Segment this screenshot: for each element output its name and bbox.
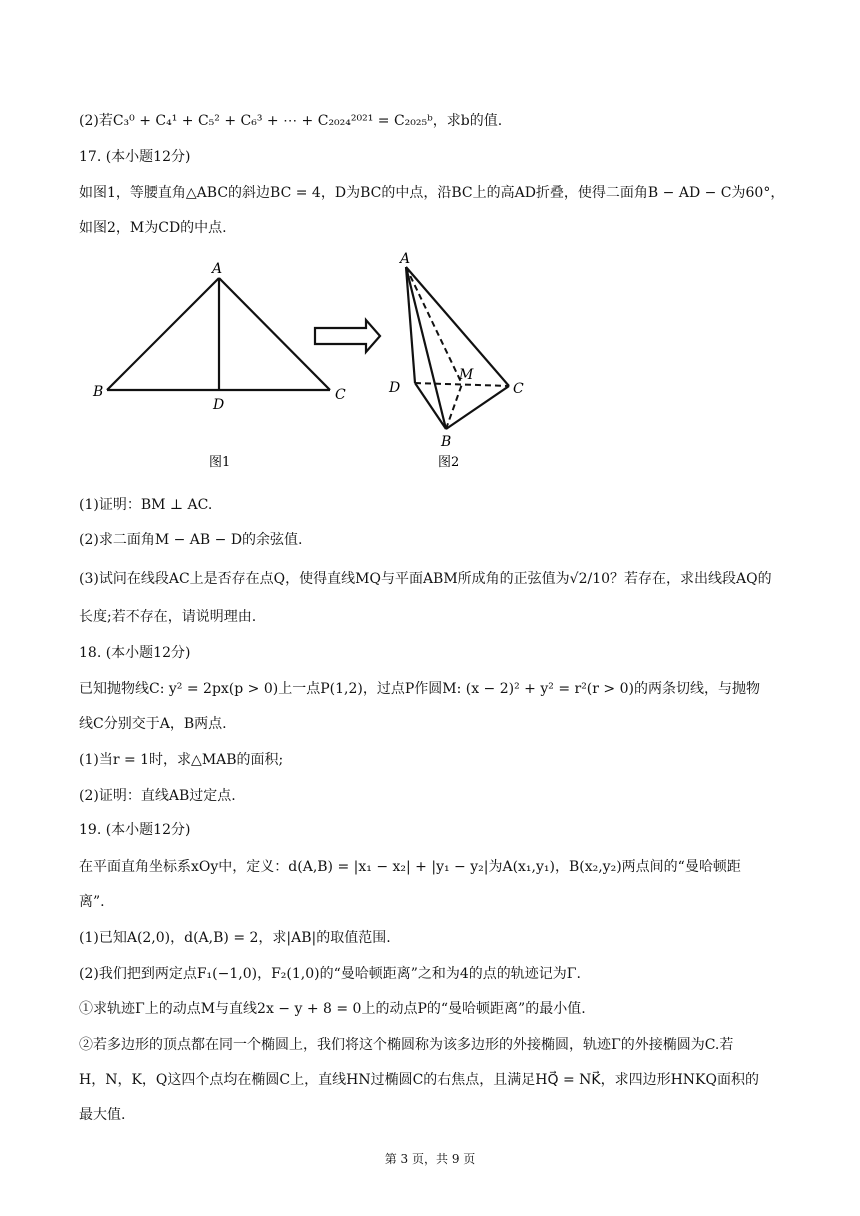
text-line: 已知抛物线C: y² = 2px(p > 0)上一点P(1,2)，过点P作圆M: (x − 2)² + y² = r²(r > 0)的两条切线，与抛物 <box>79 681 760 697</box>
edge-bc-fig2 <box>446 386 509 429</box>
problem-heading: 19. (本小题12分) <box>79 822 191 838</box>
figure-2-hidden-edges <box>406 267 509 429</box>
figures-area <box>79 248 779 478</box>
figure-1 <box>107 278 330 390</box>
text-line: H，N，K，Q这四个点均在椭圆C上，直线HN过椭圆C的右焦点，且满足HQ⃗ = NK⃗，求四边形HNKQ面积的 <box>79 1072 759 1088</box>
text-line: 如图1，等腰直角△ABC的斜边BC = 4，D为BC的中点，沿BC上的高AD折叠，使得二面角B − AD − C为60°， <box>79 185 785 201</box>
text-line: 长度;若不存在，请说明理由. <box>79 609 257 625</box>
text-line: (1)证明：BM ⊥ AC. <box>79 497 213 513</box>
figure-2 <box>406 267 509 429</box>
text-line: 离”. <box>79 894 105 910</box>
text-line: 如图2，M为CD的中点. <box>79 220 227 236</box>
label-a-fig1: A <box>212 261 223 277</box>
label-a-fig2: A <box>400 251 411 267</box>
text-line: (1)当r = 1时，求△MAB的面积; <box>79 752 284 768</box>
label-m-fig2: M <box>459 367 474 383</box>
label-c-fig1: C <box>335 387 346 403</box>
text-line: (1)已知A(2,0)，d(A,B) = 2，求|AB|的取值范围. <box>79 930 391 946</box>
geometry-figures <box>79 248 779 478</box>
edge-ab <box>107 278 219 390</box>
text-line: ①求轨迹Γ上的动点M与直线2x − y + 8 = 0上的动点P的“曼哈顿距离”的最小值. <box>79 1001 586 1017</box>
text-line: 最大值. <box>79 1107 126 1123</box>
text-line: 在平面直角坐标系xOy中，定义：d(A,B) = |x₁ − x₂| + |y₁ − y₂|为A(x₁,y₁)，B(x₂,y₂)两点间的“曼哈顿距 <box>79 859 741 875</box>
label-d-fig1: D <box>213 397 225 413</box>
problem-heading: 17. (本小题12分) <box>79 149 191 165</box>
text-line: (3)试问在线段AC上是否存在点Q，使得直线MQ与平面ABM所成角的正弦值为√2/10？若存在，求出线段AQ的 <box>79 571 772 587</box>
figure-1-caption: 图1 <box>209 455 231 470</box>
problem-heading: 18. (本小题12分) <box>79 645 191 661</box>
label-b-fig1: B <box>93 384 104 400</box>
text-line: (2)证明：直线AB过定点. <box>79 788 236 804</box>
figure-2-caption: 图2 <box>438 455 460 470</box>
text-line: ②若多边形的顶点都在同一个椭圆上，我们将这个椭圆称为该多边形的外接椭圆，轨迹Γ的外接椭圆为C.若 <box>79 1037 734 1053</box>
label-d-fig2: D <box>389 380 401 396</box>
edge-dc-fig2 <box>415 383 509 386</box>
edge-ac <box>219 278 330 390</box>
text-line: (2)若C₃⁰ + C₄¹ + C₅² + C₆³ + ⋯ + C₂₀₂₄²⁰²¹ = C₂₀₂₅ᵇ，求b的值. <box>79 113 503 129</box>
arrow-icon <box>315 320 380 352</box>
page-footer: 第 3 页，共 9 页 <box>384 1152 476 1166</box>
label-b-fig2: B <box>441 434 452 450</box>
label-c-fig2: C <box>513 381 524 397</box>
text-line: (2)求二面角M − AB − D的余弦值. <box>79 532 303 548</box>
text-line: (2)我们把到两定点F₁(−1,0)，F₂(1,0)的“曼哈顿距离”之和为4的点的轨迹记为Γ. <box>79 966 581 982</box>
text-line: 线C分别交于A，B两点. <box>79 716 227 732</box>
